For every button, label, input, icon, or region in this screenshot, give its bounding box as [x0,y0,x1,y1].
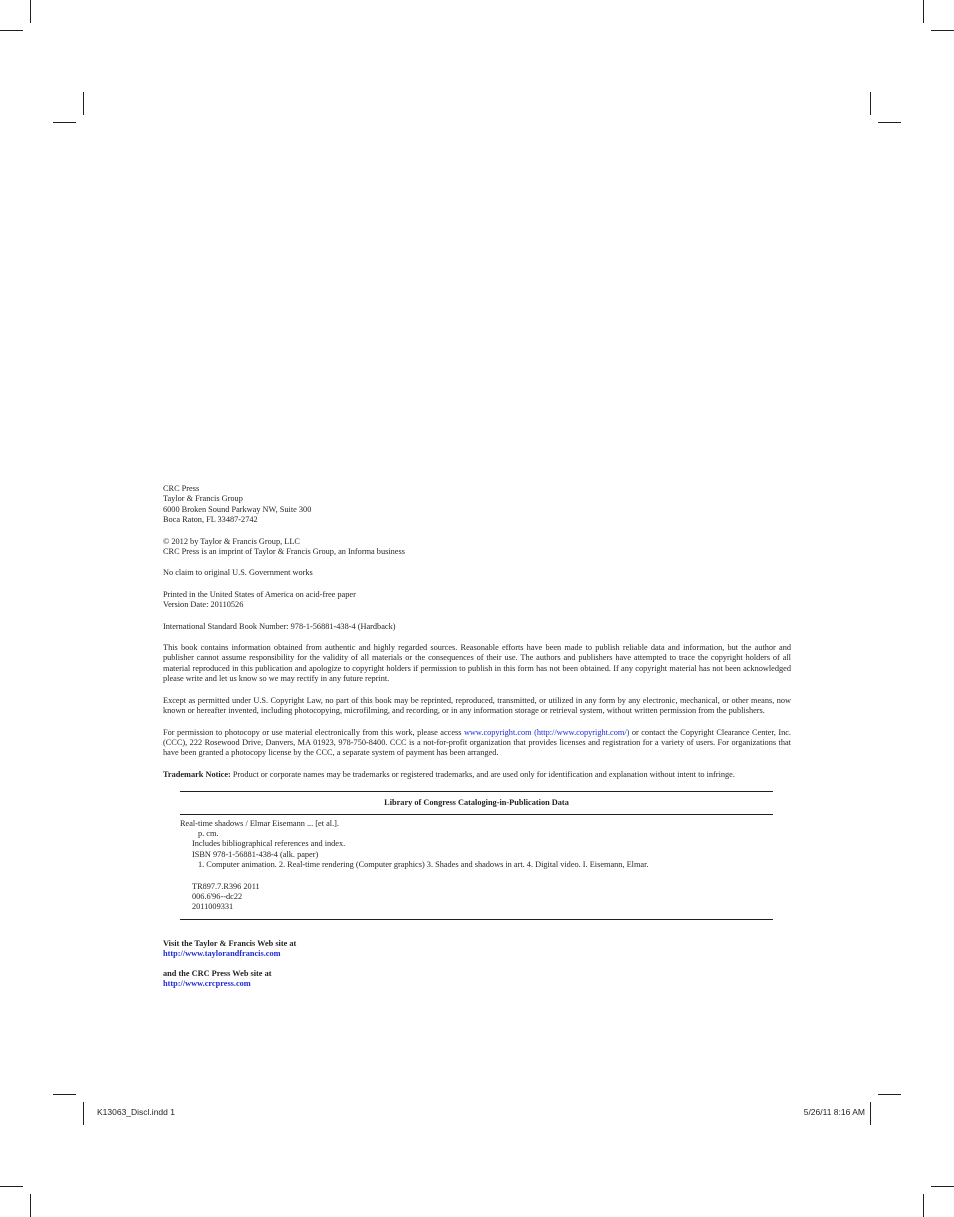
trademark-text [163,770,791,780]
website-links [163,939,791,990]
crc-site-link[interactable]: http://www.crcpress.com [163,979,251,988]
copyright-line: © 2012 by Taylor & Francis Group, LLC [163,536,300,546]
trademark-label: Trademark Notice: [163,769,231,779]
cip-body [180,815,773,913]
crop-mark [0,30,23,31]
crop-mark [878,122,901,123]
crop-mark [30,0,31,23]
trademark-notice [163,770,791,780]
crop-mark [870,1102,871,1125]
government-works-notice [163,568,791,578]
cip-line: p. cm. [198,828,219,838]
crop-mark [83,92,84,115]
printing-info [163,590,791,611]
cip-line: ISBN 978-1-56881-438-4 (alk. paper) [192,849,319,859]
copyright-page-content [163,484,791,989]
crop-mark [931,30,954,31]
crop-mark [30,1194,31,1217]
copyright-law-paragraph [163,696,791,717]
copyright-statement [163,537,791,558]
isbn-statement [163,622,791,632]
cip-title: Library of Congress Cataloging-in-Publication Data [180,792,773,814]
publisher-line: CRC Press [163,484,200,493]
copyright-link[interactable]: www.copyright.com (http://www.copyright.com/) [463,727,630,737]
isbn-text: International Standard Book Number: 978-1-56881-438-4 (Hardback) [163,621,396,631]
tf-site-label: Visit the Taylor & Francis Web site at [163,938,297,948]
crop-mark [923,1194,924,1217]
disclaimer-text: This book contains information obtained from authentic and highly regarded sources. Reasonable efforts have been made to publish reliable data and information, but the author and publisher cannot assume responsibility for the validity of all materials or the consequences of their use. The authors and publishers have attempted to trace the copyright holders of all material reproduced in this publication and apologize to copyright holders if permission to publish in this form has not been obtained. If any copyright material has not been acknowledged please write and let us know so we may rectify in any future reprint. [163,643,791,684]
permission-text-after: or contact the Copyright Clearance Center, Inc. (CCC), 222 Rosewood Drive, Danvers, MA 01923, 978-750-8400. CCC is a not-for-profit organization that provides licenses and registration for a variety of users. For organizations that have been granted a photocopy license by the CCC, a separate system of payment has been arranged. [163,727,792,758]
copyright-law-text: Except as permitted under U.S. Copyright Law, no part of this book may be reprinted, reproduced, transmitted, or utilized in any form by any electronic, mechanical, or other means, now known or hereafter invented, including photocopying, microfilming, and recording, or in any information storage or retrieval system, without written permission from the publishers. [163,695,791,716]
disclaimer-paragraph [163,643,791,685]
crop-mark [931,1186,954,1187]
permission-text-before: For permission to photocopy or use material electronically from this work, please access [163,727,464,737]
crop-mark [83,1102,84,1125]
publisher-address [163,484,791,526]
crop-mark [870,92,871,115]
cip-data-box [180,791,773,920]
cip-spacer [180,871,773,882]
crop-mark [878,1094,901,1095]
crop-mark [53,122,76,123]
permission-text [163,728,791,759]
cip-line: 1. Computer animation. 2. Real-time rendering (Computer graphics) 3. Shades and shadows in art. 4. Digital video. I. Eisemann, Elmar. [198,860,649,870]
cip-line: 2011009331 [192,902,234,912]
crop-mark [923,0,924,23]
cip-line: TR897.7.R396 2011 [192,881,260,891]
crop-mark [53,1094,76,1095]
copyright-line: CRC Press is an imprint of Taylor & Francis Group, an Informa business [163,547,405,557]
publisher-line: Taylor & Francis Group [163,494,243,504]
crc-site-label: and the CRC Press Web site at [163,968,272,978]
publisher-line: Boca Raton, FL 33487-2742 [163,515,258,525]
trademark-body: Product or corporate names may be trademarks or registered trademarks, and are used only for identification and explanation without intent to infringe. [230,769,735,779]
slug-timestamp: 5/26/11 8:16 AM [803,1107,865,1117]
visit-spacer [163,960,791,969]
publisher-line: 6000 Broken Sound Parkway NW, Suite 300 [163,504,312,514]
cip-line: Includes bibliographical references and index. [192,839,346,849]
cip-line: Real-time shadows / Elmar Eisemann ... [et al.]. [180,818,339,828]
printing-line: Printed in the United States of America on acid-free paper [163,589,356,599]
tf-site-link[interactable]: http://www.taylorandfrancis.com [163,949,281,959]
crop-mark [0,1186,23,1187]
slug-filename: K13063_Discl.indd 1 [97,1107,175,1117]
govt-notice-text: No claim to original U.S. Government works [163,568,313,578]
printing-line: Version Date: 20110526 [163,600,244,610]
cip-line: 006.6'96--dc22 [192,891,243,901]
permission-paragraph [163,728,791,759]
